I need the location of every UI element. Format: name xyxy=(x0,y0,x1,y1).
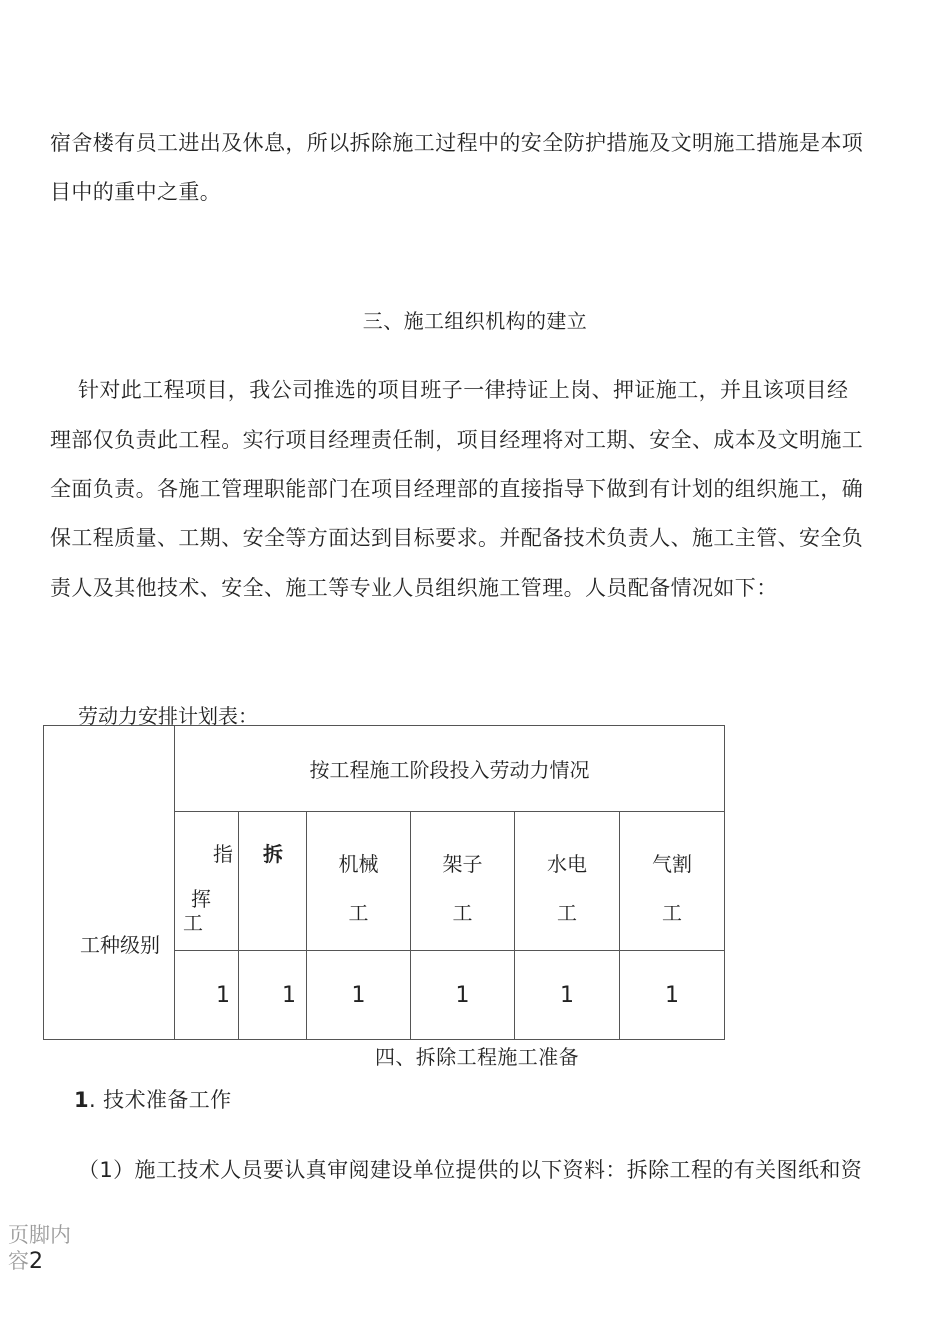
column-header-cell xyxy=(515,812,620,951)
column-header-label: 水电 xyxy=(547,852,587,876)
value-cell: 1 xyxy=(515,951,620,1040)
column-header-label: 指 xyxy=(213,842,233,866)
value-cell: 1 xyxy=(620,951,725,1040)
page-footer xyxy=(8,1222,71,1275)
section-heading: 三、施工组织机构的建立 xyxy=(362,309,588,333)
value-cell: 1 xyxy=(175,951,239,1040)
column-header-label: 工 xyxy=(662,901,683,925)
body-text-line: 理部仅负责此工程。实行项目经理责任制，项目经理将对工期、安全、成本及文明施工 xyxy=(50,428,864,452)
footer-text: 页脚内 xyxy=(8,1223,71,1247)
table-caption: 劳动力安排计划表： xyxy=(78,704,258,728)
column-header-cell xyxy=(620,812,725,951)
group-header-cell xyxy=(175,726,725,812)
subsection-number: 1 xyxy=(74,1088,90,1112)
subsection-heading xyxy=(74,1084,232,1114)
column-header-label: 挥 xyxy=(191,887,211,911)
labor-plan-table xyxy=(43,725,725,1040)
column-header-label: 气割 xyxy=(652,852,693,876)
body-text-line: 责人及其他技术、安全、施工等专业人员组织施工管理。人员配备情况如下： xyxy=(50,576,778,600)
body-text-line: 目中的重中之重。 xyxy=(50,180,222,204)
column-header-cell xyxy=(175,812,239,951)
body-text-line: 针对此工程项目，我公司推选的项目班子一律持证上岗、押证施工，并且该项目经 xyxy=(78,378,849,402)
column-header-label: 工 xyxy=(348,901,369,925)
section-heading: 四、拆除工程施工准备 xyxy=(375,1045,579,1069)
body-text-line: （1）施工技术人员要认真审阅建设单位提供的以下资料：拆除工程的有关图纸和资 xyxy=(78,1158,863,1182)
column-header-label: 拆 xyxy=(263,842,283,866)
subsection-title: . 技术准备工作 xyxy=(89,1088,232,1112)
column-header-label: 工 xyxy=(557,901,577,925)
column-header-cell xyxy=(239,812,307,951)
column-header-label: 工 xyxy=(183,911,203,935)
column-header-label: 架子 xyxy=(442,852,483,876)
column-header-label: 机械 xyxy=(338,852,379,876)
value-cell: 1 xyxy=(239,951,307,1040)
page-number: 2 xyxy=(29,1249,43,1274)
footer-text: 容 xyxy=(8,1249,29,1273)
body-text-line: 保工程质量、工期、安全等方面达到目标要求。并配备技术负责人、施工主管、安全负 xyxy=(50,526,864,550)
column-header-cell xyxy=(307,812,411,951)
value-cell: 1 xyxy=(307,951,411,1040)
group-header-label: 按工程施工阶段投入劳动力情况 xyxy=(309,758,590,782)
column-header-label: 工 xyxy=(452,901,473,925)
body-text-line: 全面负责。各施工管理职能部门在项目经理部的直接指导下做到有计划的组织施工，确 xyxy=(50,477,864,501)
value-cell: 1 xyxy=(411,951,515,1040)
row-header-cell xyxy=(44,726,175,1040)
body-text-line: 宿舍楼有员工进出及休息，所以拆除施工过程中的安全防护措施及文明施工措施是本项 xyxy=(50,131,864,155)
column-header-cell xyxy=(411,812,515,951)
row-header-label: 工种级别 xyxy=(80,933,160,957)
